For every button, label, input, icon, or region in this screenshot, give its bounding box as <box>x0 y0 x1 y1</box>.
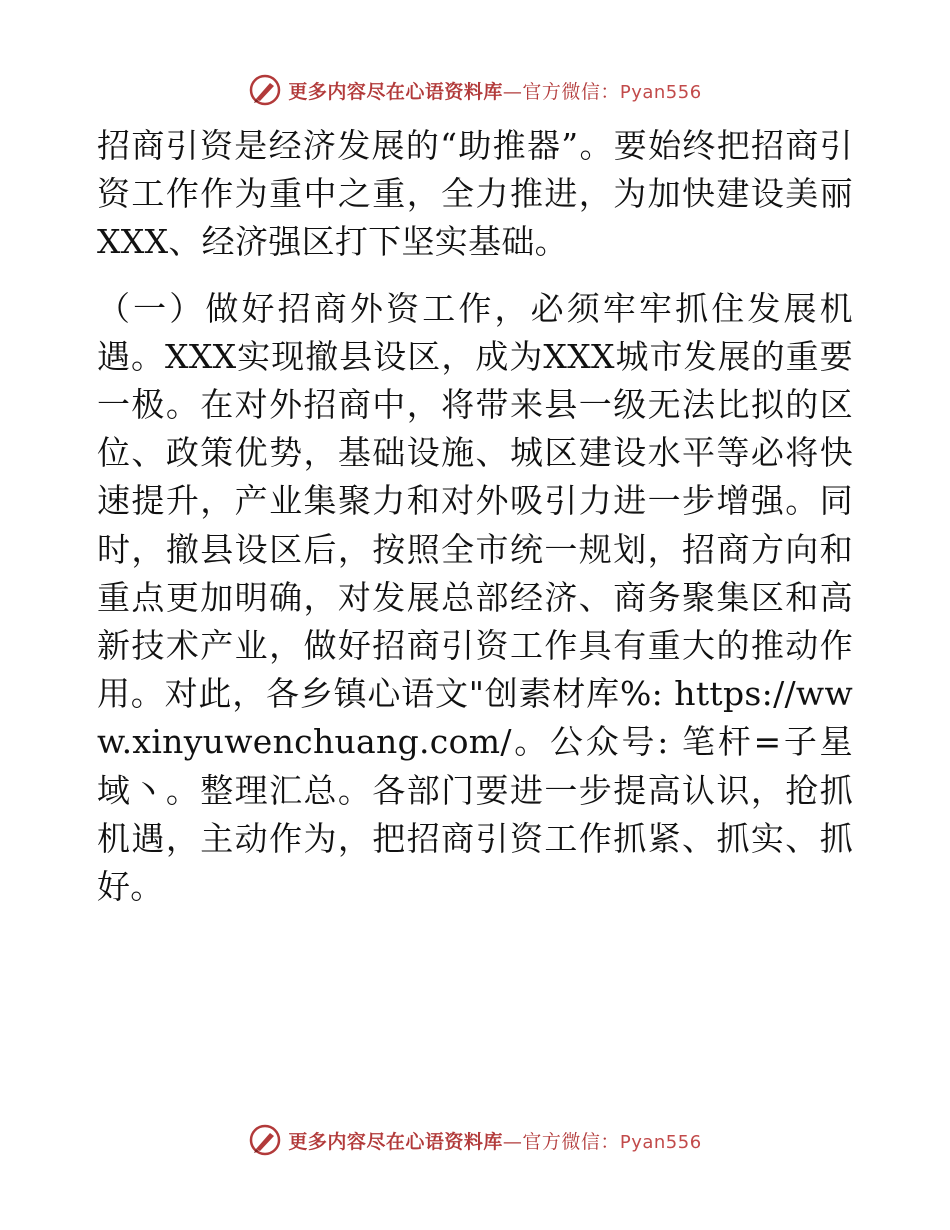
paragraph-section-one: （一）做好招商外资工作，必须牢牢抓住发展机遇。XXX实现撤县设区，成为XXX城市发展的重要一极。在对外招商中，将带来县一级无法比拟的区位、政策优势，基础设施、城区建设水平等必将快速提升，产业集聚力和对外吸引力进一步增强。同时，撤县设区后，按照全市统一规划，招商方向和重点更加明确，对发展总部经济、商务聚集区和高新技术产业，做好招商引资工作具有重大的推动作用。对此，各乡镇心语文"创素材库%: https://www.xinyuwenchuang.com/。公众号: 笔杆=子星域丶。整理汇总。各部门要进一步提高认识，抢抓机遇，主动作为，把招商引资工作抓紧、抓实、抓好。 <box>97 288 853 907</box>
watermark-title: 更多内容尽在心语资料库 <box>288 1130 503 1153</box>
header-watermark <box>0 70 950 110</box>
watermark-separator: — <box>502 1130 523 1153</box>
watermark-text <box>288 1127 701 1154</box>
watermark-wechat-label: 官方微信： <box>522 1130 620 1153</box>
document-body <box>97 122 853 911</box>
watermark-text <box>288 77 701 104</box>
pen-logo-icon <box>248 73 282 107</box>
paragraph-intro: 招商引资是经济发展的“助推器”。要始终把招商引资工作作为重中之重，全力推进，为加快建设美丽XXX、经济强区打下坚实基础。 <box>97 126 853 262</box>
pen-logo-icon <box>248 1123 282 1157</box>
watermark-title: 更多内容尽在心语资料库 <box>288 80 503 103</box>
watermark-separator: — <box>502 80 523 103</box>
watermark-account: Pyan556 <box>619 1131 702 1153</box>
watermark-account: Pyan556 <box>619 81 702 103</box>
watermark-wechat-label: 官方微信： <box>522 80 620 103</box>
footer-watermark <box>0 1120 950 1160</box>
